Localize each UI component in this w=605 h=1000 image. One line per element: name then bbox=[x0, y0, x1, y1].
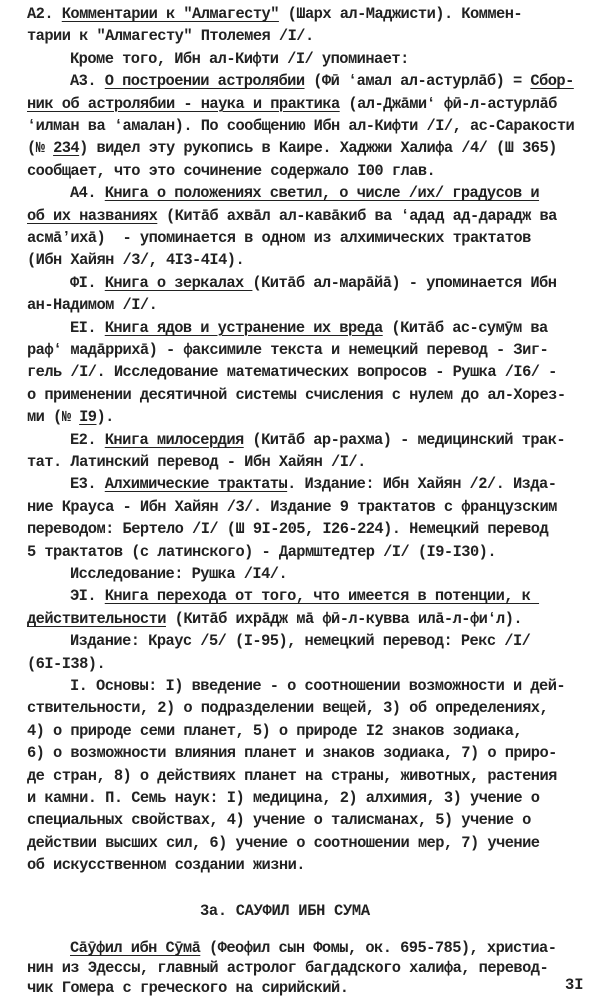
text-span: переводом: Бертело /I/ (Ш 9I-205, I26-224). Немецкий перевод bbox=[27, 520, 549, 539]
text-line bbox=[27, 228, 531, 248]
text-line bbox=[70, 474, 556, 494]
text-span: тарии к "Алмагесту" Птолемея /I/. bbox=[27, 27, 314, 46]
text-span: ФI. bbox=[70, 273, 105, 292]
text-line bbox=[27, 698, 548, 718]
text-span: и камни. П. Семь наук: I) медицина, 2) алхимия, 3) учение о bbox=[27, 789, 540, 807]
text-line bbox=[70, 676, 565, 696]
text-line bbox=[27, 833, 539, 853]
text-span: (Китāб ахвāл ал-кавāкиб ва ʻадад ад-дарадж ва bbox=[157, 206, 557, 225]
underlined-title: Книга ядов и устранение их вреда bbox=[104, 318, 383, 337]
text-line bbox=[70, 586, 539, 606]
text-line bbox=[27, 788, 539, 808]
text-span: (Китāб ас-сумӯм ва bbox=[382, 318, 548, 337]
text-line bbox=[70, 273, 556, 293]
text-line bbox=[27, 385, 566, 405]
text-span: ʻилман ва ʻамалан). По сообщению Ибн ал-Кифти /I/, ас-Саракости bbox=[27, 117, 575, 135]
text-span: ан-Надимом /I/. bbox=[27, 296, 158, 315]
text-line bbox=[27, 340, 548, 360]
text-span: действии высших сил, 6) учение о соотношении мер, 7) учение bbox=[27, 833, 540, 852]
text-line bbox=[27, 855, 305, 875]
text-span: Издание: Краус /5/ (I-95), немецкий перевод: Рекс /I/ bbox=[70, 632, 531, 651]
text-span: (Шарх ал-Маджисти). Коммен- bbox=[278, 5, 523, 23]
underlined-title: Алхимические трактаты bbox=[104, 475, 288, 494]
text-line bbox=[27, 958, 548, 978]
underlined-title: Книга милосердия bbox=[104, 430, 244, 449]
underlined-title: Сāӯфил ибн Сӯмā bbox=[70, 939, 201, 957]
text-span: (Ибн Хайян /3/, 4I3-4I4). bbox=[27, 251, 245, 270]
text-span: сообщает, что это сочинение содержало I00 глав. bbox=[27, 161, 436, 180]
text-line bbox=[27, 743, 557, 763]
text-span: асмāʼихā) - упоминается в одном из алхимических трактатов bbox=[27, 229, 531, 247]
text-span: (ал-Джāмиʻ фӣ-л-астурлāб bbox=[339, 94, 557, 113]
text-span: 5 трактатов (с латинского) - Дармштедтер /I/ (I9-I30). bbox=[27, 542, 497, 561]
text-line bbox=[27, 26, 314, 46]
underlined-title: Книга перехода от того, что имеется в потенции, к bbox=[104, 587, 540, 606]
text-line bbox=[27, 721, 522, 741]
text-line bbox=[70, 564, 287, 584]
text-line bbox=[27, 138, 557, 158]
text-line bbox=[27, 407, 114, 427]
text-span: нин из Эдессы, главный астролог багдадского халифа, перевод- bbox=[27, 959, 549, 977]
page-number: 3I bbox=[565, 976, 584, 994]
text-line bbox=[27, 362, 557, 382]
underlined-title: Книга о зеркалах bbox=[104, 273, 253, 292]
text-line bbox=[70, 183, 539, 203]
text-span: Е3. bbox=[70, 475, 105, 494]
text-span: ) видел эту рукопись в Каире. Хаджжи Халифа /4/ (Ш 365) bbox=[79, 139, 557, 158]
text-line bbox=[27, 978, 348, 998]
text-line bbox=[70, 71, 574, 91]
text-span: ствительности, 2) о подразделении вещей, 3) об определениях, bbox=[27, 699, 549, 718]
underlined-title: действительности bbox=[27, 609, 166, 628]
text-line bbox=[27, 116, 574, 136]
text-span: (Китāб ал-марāйā) - упоминается Ибн bbox=[252, 273, 557, 292]
underlined-title: 234 bbox=[53, 139, 80, 158]
text-span: А4. bbox=[70, 184, 105, 203]
text-span: об искусственном создании жизни. bbox=[27, 856, 305, 875]
text-line bbox=[27, 206, 557, 226]
text-line bbox=[27, 4, 522, 24]
text-span: ми (№ bbox=[27, 408, 80, 427]
text-span: специальных свойствах, 4) учение о талисманах, 5) учение о bbox=[27, 811, 531, 830]
text-span: (№ bbox=[27, 139, 54, 158]
section-heading: 3а. САУФИЛ ИБН СУМА bbox=[200, 902, 370, 920]
text-span: (Феофил сын Фомы, ок. 695-785), христиа- bbox=[200, 939, 557, 957]
text-span: А3. bbox=[70, 72, 105, 91]
text-span: ЭI. bbox=[70, 587, 105, 606]
underlined-title: об их названиях bbox=[27, 206, 158, 225]
text-span: рафʻ мадāррихā) - факсимиле текста и немецкий перевод - Зиг- bbox=[27, 341, 549, 359]
text-span: Кроме того, Ибн ал-Кифти /I/ упоминает: bbox=[70, 49, 409, 68]
underlined-title: О построении астролябии bbox=[104, 72, 305, 91]
underlined-title: Комментарии к "Алмагесту" bbox=[61, 5, 279, 23]
text-span: Исследование: Рушка /I4/. bbox=[70, 565, 288, 583]
text-line bbox=[27, 766, 557, 786]
text-span: . Издание: Ибн Хайян /2/. Изда- bbox=[287, 475, 557, 494]
underlined-title: ник об астролябии - наука и практика bbox=[27, 94, 340, 113]
text-span: (Фӣ ʻамал ал-астурлāб) = bbox=[304, 72, 531, 91]
text-line bbox=[27, 609, 522, 629]
text-line bbox=[70, 430, 565, 450]
text-span: (Китāб ихрāдж мā фӣ-л-кувва илā-л-фиʻл). bbox=[165, 609, 523, 628]
text-span: I. Основы: I) введение - о соотношении возможности и дей- bbox=[70, 677, 566, 695]
text-span: (6I-I38). bbox=[27, 654, 106, 673]
text-span: ЕI. bbox=[70, 318, 105, 337]
text-span: де стран, 8) о действиях планет на страны, животных, растения bbox=[27, 766, 557, 785]
underlined-title: I9 bbox=[79, 408, 97, 427]
text-span: ние Крауса - Ибн Хайян /3/. Издание 9 трактатов с французским bbox=[27, 497, 557, 516]
text-span: Е2. bbox=[70, 430, 105, 449]
text-line bbox=[27, 654, 105, 674]
text-span: 6) о возможности влияния планет и знаков зодиака, 7) о приро- bbox=[27, 744, 557, 763]
text-line bbox=[27, 452, 366, 472]
text-line bbox=[70, 49, 409, 69]
text-span: 4) о природе семи планет, 5) о природе I2 знаков зодиака, bbox=[27, 721, 523, 740]
text-line bbox=[27, 519, 548, 539]
text-line bbox=[27, 810, 531, 830]
text-span: А2. bbox=[27, 5, 62, 23]
text-span: (Китāб ар-рахма) - медицинский трак- bbox=[243, 430, 566, 449]
text-span: тат. Латинский перевод - Ибн Хайян /I/. bbox=[27, 453, 366, 471]
text-span: гель /I/. Исследование математических вопросов - Рушка /I6/ - bbox=[27, 363, 557, 382]
underlined-title: Книга о положениях светил, о числе /их/ градусов и bbox=[104, 184, 540, 203]
text-line bbox=[27, 161, 435, 181]
text-span: ). bbox=[96, 408, 114, 427]
text-line bbox=[27, 542, 496, 562]
text-line bbox=[70, 631, 530, 651]
text-line bbox=[27, 250, 244, 270]
text-line bbox=[70, 938, 556, 958]
text-line bbox=[27, 94, 557, 114]
text-line bbox=[70, 318, 548, 338]
text-span: чик Гомера с греческого на сирийский. bbox=[27, 979, 349, 997]
text-span: о применении десятичной системы счисления с нулем до ал-Хорез- bbox=[27, 385, 566, 404]
underlined-title: Сбор- bbox=[530, 72, 574, 91]
text-line bbox=[27, 497, 557, 517]
text-line bbox=[27, 295, 157, 315]
